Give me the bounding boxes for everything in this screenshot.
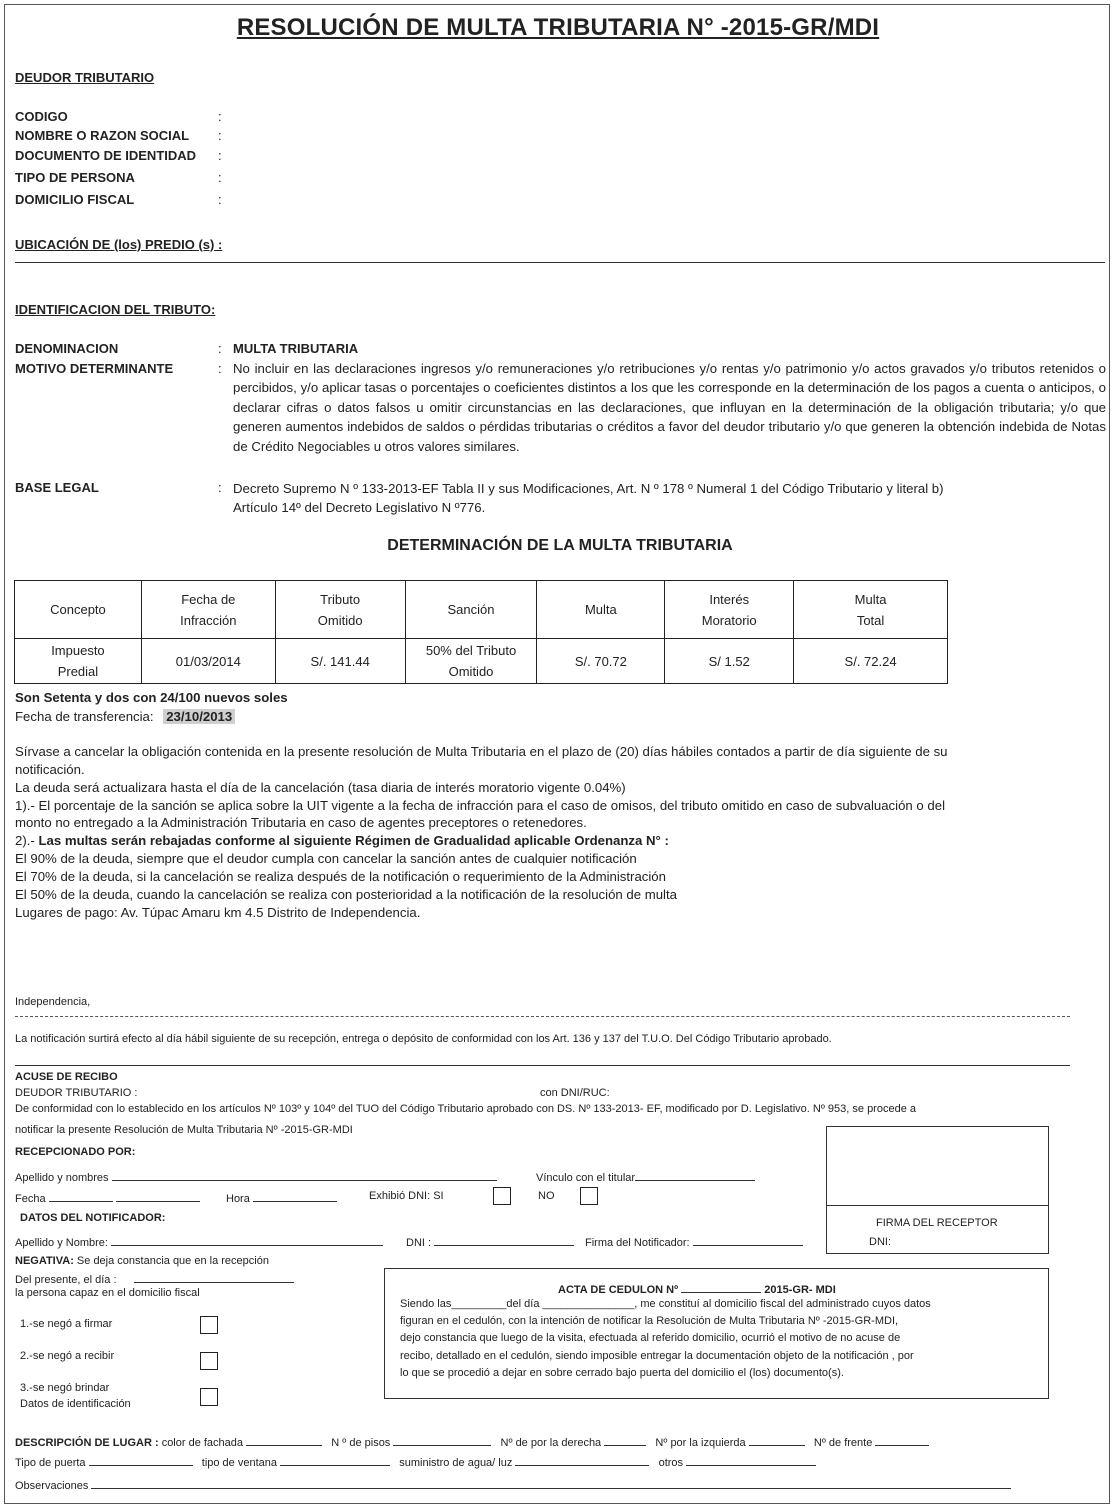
cell-concepto: Impuesto Predial <box>15 639 142 684</box>
acuse-conformidad-1: De conformidad con lo establecido en los artículos Nº 103º y 104º del TUO del Código Tributario aprobado con DS. Nº 133-2013- EF, modificado por D. Legislativo. Nº 953, se procede a <box>15 1103 916 1115</box>
lugar-row-1: DESCRIPCIÓN DE LUGAR : color de fachada N º de pisos Nº de por la derecha Nº por la izquierda Nº de frente <box>15 1434 929 1449</box>
header-concepto: Concepto <box>15 581 142 639</box>
notificacion-text: La notificación surtirá efecto al día hábil siguiente de su recepción, entrega o depósito de conformidad con los Art. 136 y 137 del T.U.O. Del Código Tributario aprobado. <box>15 1033 832 1045</box>
firma-receptor-box <box>826 1126 1049 1254</box>
instr-p7: El 50% de la deuda, cuando la cancelación se realiza con posterioridad a la notificación de la resolución de multa <box>15 887 677 902</box>
lugar-row-2: Tipo de puerta tipo de ventana suministro de agua/ luz otros <box>15 1454 816 1469</box>
notif-dni-field: DNI : <box>406 1234 574 1249</box>
instr-p2: La deuda será actualizara hasta el día de la cancelación (tasa diaria de interés moratorio vigente 0.04%) <box>15 780 626 795</box>
field-colon: : <box>218 341 222 356</box>
instr-p1b: notificación. <box>15 762 85 777</box>
transferencia-row <box>15 708 235 725</box>
opt1-label: 1.-se negó a firmar <box>20 1318 113 1330</box>
acuse-dni-ruc: con DNI/RUC: <box>540 1087 610 1099</box>
dni-no-checkbox[interactable] <box>580 1187 598 1205</box>
field-colon: : <box>218 128 222 143</box>
cell-multa: S/. 70.72 <box>537 639 665 684</box>
base-legal-line2: Artículo 14º del Decreto Legislativo N º776. <box>233 500 486 515</box>
header-tributo: Tributo Omitido <box>275 581 405 639</box>
nego-firmar-checkbox[interactable] <box>200 1316 218 1334</box>
firma-receptor-label: FIRMA DEL RECEPTOR <box>876 1217 998 1229</box>
notif-firma-field: Firma del Notificador: <box>585 1234 803 1249</box>
motivo-text: No incluir en las declaraciones ingresos y/o remuneraciones y/o retribuciones y/o rentas y/o patrimonio y/o actos gravados y/o tributos retenidos o percibidos, y/o aplicar tasas o porcentajes o coeficientes distintos a los que les corresponde en la determinación de los pagos a cuenta o anticipos, o declarar cifras o datos falsos u omitir circunstancias en las declaraciones, que influyan en la determinación de la obligación tributaria; y/o que generen aumentos indebidos de saldos o pérdidas tributarias o créditos a favor del deudor tributario y/o que generen la obtención indebida de Notas de Crédito Negociables u otros valores similares. <box>233 361 1106 454</box>
vinculo-field: Vínculo con el titular <box>536 1169 755 1184</box>
dni-si-checkbox[interactable] <box>493 1187 511 1205</box>
field-colon: : <box>218 361 222 376</box>
recepcionado-heading: RECEPCIONADO POR: <box>15 1146 136 1158</box>
transferencia-value: 23/10/2013 <box>163 709 235 724</box>
field-tipo-label: TIPO DE PERSONA <box>15 170 135 185</box>
firma-receptor-divider <box>827 1205 1048 1206</box>
cell-sancion: 50% del Tributo Omitido <box>405 639 537 684</box>
divider <box>15 1065 1070 1066</box>
opt3-label-a: 3.-se negó brindar <box>20 1382 110 1394</box>
no-label: NO <box>538 1190 555 1202</box>
notif-apellido-field: Apellido y Nombre: <box>15 1234 383 1249</box>
tributo-heading: IDENTIFICACION DEL TRIBUTO: <box>15 302 216 317</box>
instr-p1a: Sírvase a cancelar la obligación contenida en la presente resolución de Multa Tributaria en el plazo de (20) días hábiles contados a partir de día siguiente de su <box>15 744 948 759</box>
acuse-conformidad-2: notificar la presente Resolución de Multa Tributaria Nº -2015-GR-MDI <box>15 1124 353 1136</box>
acta-line-2: figuran en el cedulón, con la intención de notificar la Resolución de Multa Tributaria Nº -2015-GR-MDI, <box>400 1315 899 1327</box>
field-colon: : <box>218 170 222 185</box>
observaciones-field: Observaciones <box>15 1477 1011 1492</box>
dni-receptor-label: DNI: <box>869 1236 891 1248</box>
field-colon: : <box>218 109 222 124</box>
divider <box>15 262 1105 263</box>
instr-p5: El 90% de la deuda, siempre que el deudor cumpla con cancelar la sanción antes de cualquier notificación <box>15 851 637 866</box>
acta-line-1: Siendo las_________del día _______________, me constituí al domicilio fiscal del administrado cuyos datos <box>400 1298 931 1310</box>
dashed-divider <box>15 1016 1070 1017</box>
opt3-label-b: Datos de identificación <box>20 1398 131 1410</box>
son-text: Son Setenta y dos con 24/100 nuevos soles <box>15 690 288 705</box>
cell-multa-total: S/. 72.24 <box>794 639 948 684</box>
transferencia-label: Fecha de transferencia: <box>15 709 154 724</box>
acta-line-4: recibo, detallado en el cedulón, siendo imposible entregar la documentación objeto de la notificación , por <box>400 1350 914 1362</box>
base-legal-label: BASE LEGAL <box>15 480 99 495</box>
header-multa: Multa <box>537 581 665 639</box>
determinacion-heading: DETERMINACIÓN DE LA MULTA TRIBUTARIA <box>387 537 733 554</box>
denominacion-label: DENOMINACION <box>15 341 119 356</box>
cell-tributo: S/. 141.44 <box>275 639 405 684</box>
header-sancion: Sanción <box>405 581 537 639</box>
acuse-heading: ACUSE DE RECIBO <box>15 1071 118 1083</box>
instr-p6: El 70% de la deuda, si la cancelación se realiza después de la notificación o requerimiento de la Administración <box>15 869 666 884</box>
apellido-field: Apellido y nombres <box>15 1169 497 1184</box>
fecha-field: Fecha <box>15 1190 200 1205</box>
acuse-deudor: DEUDOR TRIBUTARIO : <box>15 1087 138 1099</box>
header-fecha: Fecha de Infracción <box>141 581 275 639</box>
field-nombre-label: NOMBRE O RAZON SOCIAL <box>15 128 190 143</box>
instr-p3a: 1).- El porcentaje de la sanción se aplica sobre la UIT vigente a la fecha de infracción para el caso de omisos, del tributo omitido en caso de subvaluación o del <box>15 798 946 813</box>
negativa-text: NEGATIVA: Se deja constancia que en la recepción <box>15 1255 269 1267</box>
deudor-heading: DEUDOR TRIBUTARIO <box>15 70 155 85</box>
multa-table <box>14 580 948 684</box>
field-colon: : <box>218 192 222 207</box>
cell-interes: S/ 1.52 <box>665 639 794 684</box>
header-multa-total: Multa Total <box>794 581 948 639</box>
acta-title: ACTA DE CEDULON Nº 2015-GR- MDI <box>558 1281 836 1296</box>
denominacion-value: MULTA TRIBUTARIA <box>233 341 359 356</box>
table-header-row <box>15 581 948 639</box>
header-interes: Interés Moratorio <box>665 581 794 639</box>
persona-capaz-text: la persona capaz en el domicilio fiscal <box>15 1287 200 1299</box>
notificador-heading: DATOS DEL NOTIFICADOR: <box>20 1212 166 1224</box>
independencia-text: Independencia, <box>15 996 91 1008</box>
instr-p3b: monto no entregado a la Administración Tributaria en caso de agentes preceptores o retenedores. <box>15 815 587 830</box>
field-colon: : <box>218 480 222 495</box>
cell-fecha: 01/03/2014 <box>141 639 275 684</box>
acta-line-3: dejo constancia que luego de la visita, efectuada al referido domicilio, ocurrió el motivo de no acuse de <box>400 1332 901 1344</box>
field-colon: : <box>218 148 222 163</box>
field-documento-label: DOCUMENTO DE IDENTIDAD <box>15 148 197 163</box>
table-row <box>15 639 948 684</box>
opt2-label: 2.-se negó a recibir <box>20 1350 115 1362</box>
nego-datos-checkbox[interactable] <box>200 1388 218 1406</box>
acta-line-5: lo que se procedió a dejar en sobre cerrado bajo puerta del domicilio el (los) documento(s). <box>400 1367 844 1379</box>
del-presente-field: Del presente, el día : <box>15 1271 294 1286</box>
nego-recibir-checkbox[interactable] <box>200 1352 218 1370</box>
hora-field: Hora <box>226 1190 337 1205</box>
exhibio-label: Exhibió DNI: SI <box>369 1190 444 1202</box>
field-domicilio-label: DOMICILIO FISCAL <box>15 192 135 207</box>
field-codigo-label: CODIGO <box>15 109 68 124</box>
motivo-label: MOTIVO DETERMINANTE <box>15 361 174 376</box>
base-legal-line1: Decreto Supremo N º 133-2013-EF Tabla II y sus Modificaciones, Art. N º 178 º Numeral 1 del Código Tributario y literal b) <box>233 481 944 496</box>
page-title: RESOLUCIÓN DE MULTA TRIBUTARIA N° -2015-GR/MDI <box>236 14 880 41</box>
instr-p8: Lugares de pago: Av. Túpac Amaru km 4.5 Distrito de Independencia. <box>15 905 421 920</box>
instr-p4: 2).- Las multas serán rebajadas conforme al siguiente Régimen de Gradualidad aplicable Ordenanza N° : <box>15 833 669 848</box>
ubicacion-heading: UBICACIÓN DE (los) PREDIO (s) : <box>15 237 223 252</box>
